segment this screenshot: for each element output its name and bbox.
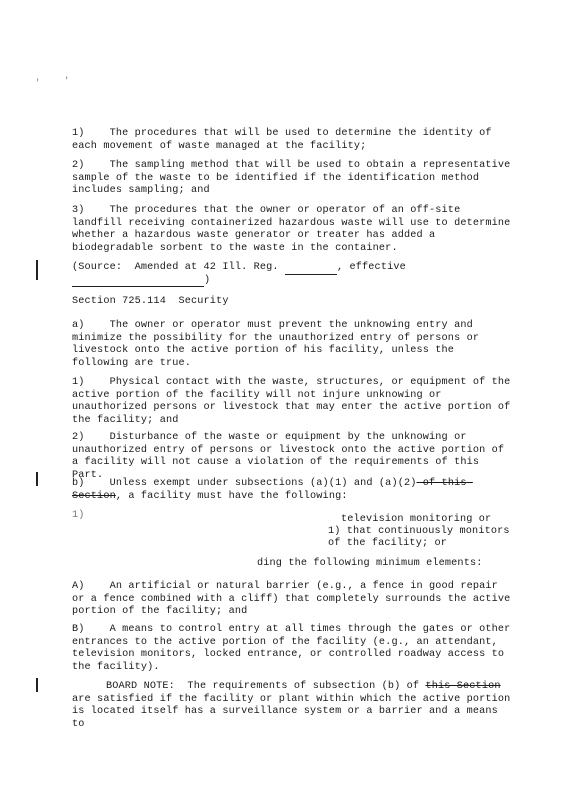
scan-mark-left: ': [35, 78, 41, 88]
board-note-struck-text: this Section: [425, 681, 501, 692]
revision-bar-source: [36, 260, 38, 280]
subsection-b1-label: 1): [72, 510, 85, 521]
subsection-b-prefix: b) Unless exempt under subsections (a)(1) and (a)(2): [72, 478, 417, 489]
paragraph-1: 1) The procedures that will be used to determine the identity of each movement of waste managed at the facility;: [72, 128, 498, 152]
board-note: [72, 681, 517, 731]
source-reg-blank: [285, 264, 337, 275]
paragraph-2: 2) The sampling method that will be used to obtain a representative sample of the waste to be identified if the identification method includes sampling; and: [72, 160, 517, 196]
revision-bar-subsection-b: [36, 472, 38, 486]
subsection-b: [72, 478, 512, 503]
subsection-b-suffix: , a facility must have the following:: [115, 490, 348, 502]
source-prefix: (Source: Amended at 42 Ill. Reg.: [72, 262, 285, 273]
subsection-b1-fragment-1: television monitoring or: [341, 514, 492, 525]
source-mid: , effective: [336, 262, 406, 273]
board-note-prefix: BOARD NOTE: The requirements of subsection (b) of: [106, 681, 426, 692]
subsection-b2a: A) An artificial or natural barrier (e.g., a fence in good repair or a fence combined with a cliff) that completely surrounds the active portion of the facility; and: [72, 581, 517, 617]
subsection-b-struck-text: of this Section: [72, 478, 473, 502]
revision-bar-board-note: [36, 678, 38, 692]
subsection-a1: 1) Physical contact with the waste, structures, or equipment of the active portion of the facility will not injure unknowing or unauthorized persons or livestock that may enter the active portion of the facility; and: [72, 377, 517, 426]
section-heading: Section 725.114 Security: [72, 296, 229, 307]
subsection-b2-fragment: ding the following minimum elements:: [257, 558, 483, 569]
subsection-b2b: B) A means to control entry at all times through the gates or other entrances to the active portion of the facility (e.g., an attendant, television monitors, locked entrance, or controlled roadway access to the facility).: [72, 624, 517, 673]
source-date-blank: [72, 276, 204, 287]
subsection-a2: 2) Disturbance of the waste or equipment by the unknowing or unauthorized entry of persons or livestock onto the active portion of a facility will not cause a violation of the requirements of this Part.: [72, 432, 511, 481]
subsection-b1-fragment-3: of the facility; or: [328, 538, 448, 549]
source-end: ): [204, 274, 211, 286]
subsection-a: a) The owner or operator must prevent the unknowing entry and minimize the possibility for the unauthorized entry of persons or livestock onto the active portion of his facility, unless the following are true.: [72, 320, 486, 369]
board-note-suffix: are satisfied if the facility or plant within which the active portion is located itself has a surveillance system or a barrier and a means to: [72, 681, 517, 730]
subsection-b1-fragment-2: 1) that continuously monitors: [328, 526, 510, 537]
scan-mark-right: ': [64, 76, 70, 86]
source-note: [72, 262, 512, 287]
paragraph-3: 3) The procedures that the owner or operator of an off-site landfill receiving containerized hazardous waste will use to determine whether a hazardous waste generator or treater has added a biodegradable sorbent to the waste in the container.: [72, 205, 517, 254]
